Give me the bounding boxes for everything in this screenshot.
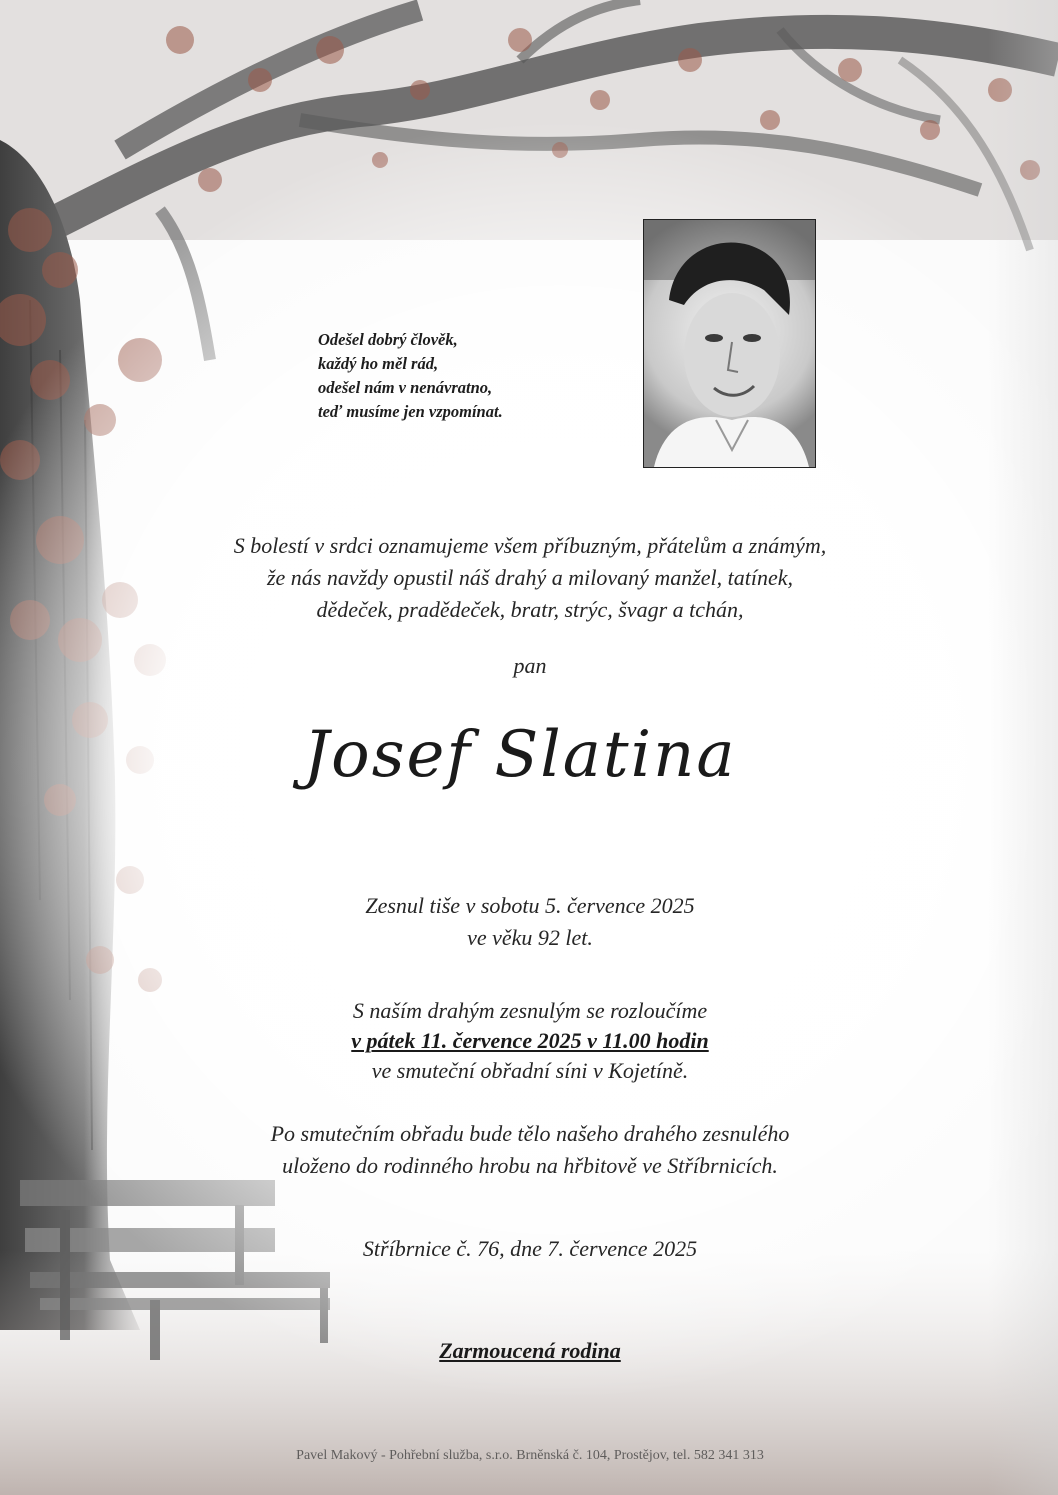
family-signature: Zarmoucená rodina: [439, 1338, 621, 1363]
announcement-line: S bolestí v srdci oznamujeme všem příbuzným, přátelům a známým,: [233, 533, 827, 558]
burial-line: uloženo do rodinného hrobu na hřbitově ve Stříbrnicích.: [282, 1153, 778, 1178]
death-notice: [230, 890, 830, 954]
place-and-date: Stříbrnice č. 76, dne 7. července 2025: [362, 1236, 698, 1261]
deceased-name: Josef Slatina: [303, 718, 737, 792]
funeral-service-footer: Pavel Makový - Pohřební služba, s.r.o. Brněnská č. 104, Prostějov, tel. 582 341 313: [296, 1448, 764, 1463]
poem-line: teď musíme jen vzpomínat.: [318, 402, 503, 421]
burial-line: Po smutečním obřadu bude tělo našeho drahého zesnulého: [270, 1121, 790, 1146]
announcement-text: [130, 530, 930, 626]
death-date-line: Zesnul tiše v sobotu 5. července 2025: [365, 893, 695, 918]
memorial-poem: [318, 328, 588, 424]
burial-notice: [150, 1118, 910, 1182]
age-line: ve věku 92 let.: [467, 925, 593, 950]
farewell-ceremony: [200, 996, 860, 1086]
poem-line: odešel nám v nenávratno,: [318, 378, 493, 397]
portrait-photo: [643, 219, 816, 468]
announcement-line: že nás navždy opustil náš drahý a milovaný manžel, tatínek,: [266, 565, 794, 590]
ceremony-location: ve smuteční obřadní síni v Kojetíně.: [371, 1058, 689, 1083]
ceremony-intro: S naším drahým zesnulým se rozloučíme: [352, 998, 708, 1023]
poem-line: Odešel dobrý člověk,: [318, 330, 458, 349]
honorific: pan: [513, 653, 547, 678]
ceremony-datetime: v pátek 11. července 2025 v 11.00 hodin: [351, 1028, 709, 1053]
announcement-line: dědeček, pradědeček, bratr, strýc, švagr a tchán,: [316, 597, 744, 622]
poem-line: každý ho měl rád,: [318, 354, 439, 373]
page-edge-shadow: [988, 0, 1058, 1495]
